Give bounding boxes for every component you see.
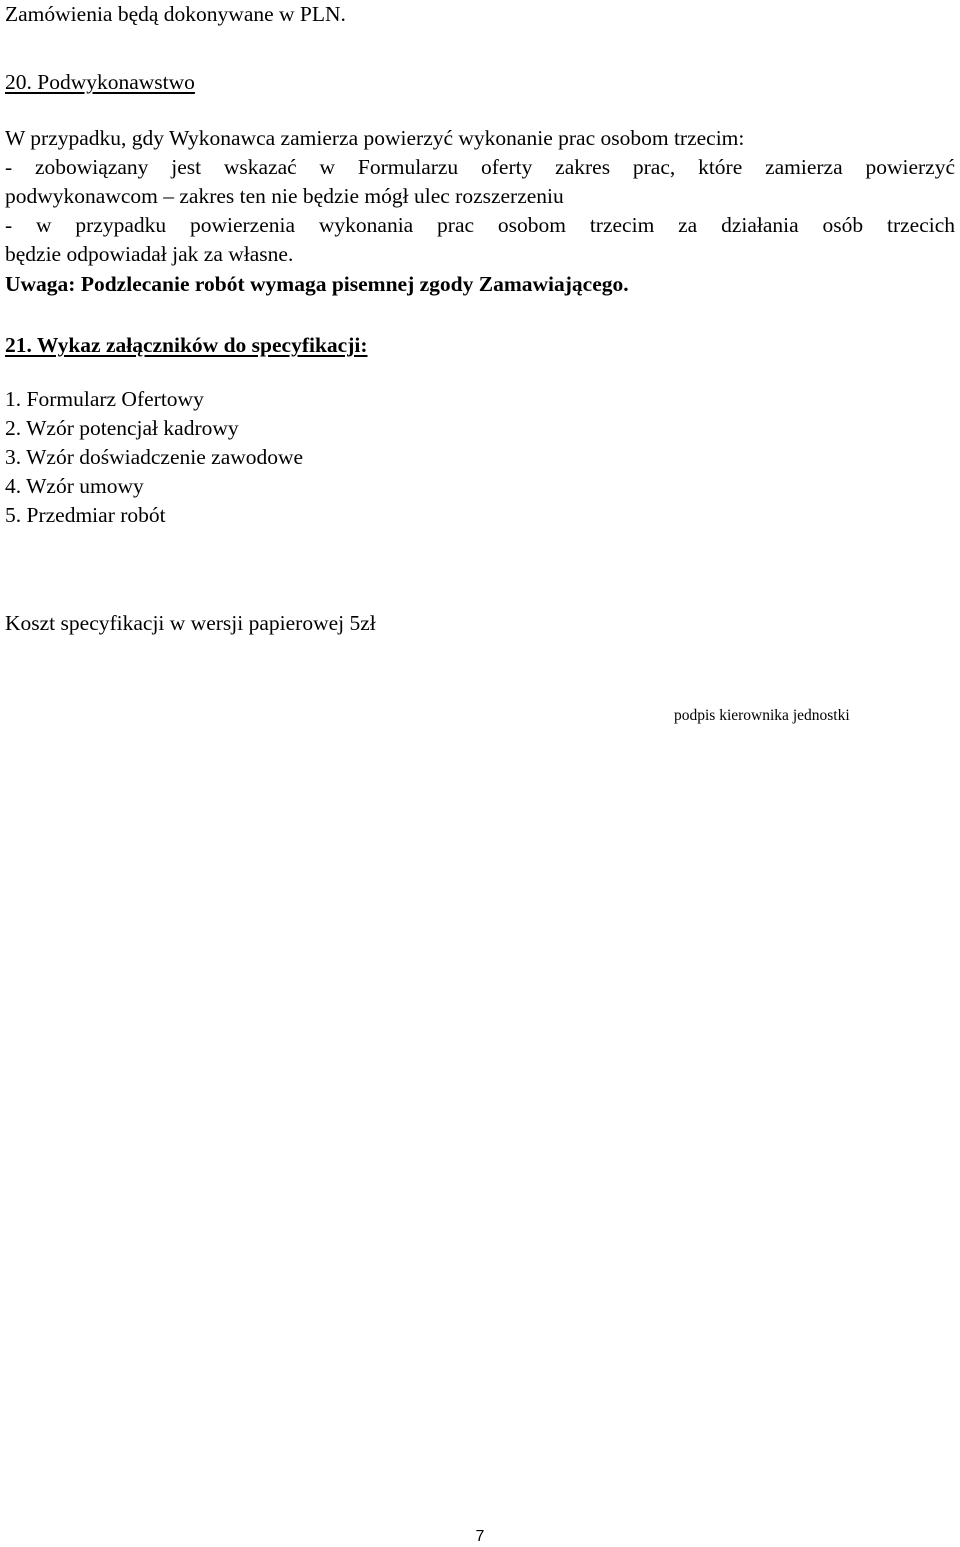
page-number: 7 (475, 1528, 485, 1545)
section-20-bullet-1-line-1: - zobowiązany jest wskazać w Formularzu oferty zakres prac, które zamierza powierzyć (5, 155, 955, 179)
section-20-bullet-1-line-2: podwykonawcom – zakres ten nie będzie mógł ulec rozszerzeniu (5, 184, 564, 208)
cost-line: Koszt specyfikacji w wersji papierowej 5zł (5, 611, 376, 635)
attachment-list-item: 3. Wzór doświadczenie zawodowe (5, 445, 304, 469)
signature-label: podpis kierownika jednostki (674, 707, 850, 724)
attachment-list-item: 2. Wzór potencjał kadrowy (5, 416, 239, 440)
intro-line: Zamówienia będą dokonywane w PLN. (5, 2, 346, 26)
attachment-list-item: 1. Formularz Ofertowy (5, 387, 204, 411)
section-20-intro: W przypadku, gdy Wykonawca zamierza powierzyć wykonanie prac osobom trzecim: (5, 126, 745, 150)
attachment-list-item: 4. Wzór umowy (5, 474, 144, 498)
section-20-bullet-2-line-1: - w przypadku powierzenia wykonania prac osobom trzecim za działania osób trzecich (5, 213, 955, 237)
section-20-bullet-2-line-2: będzie odpowiadał jak za własne. (5, 242, 294, 266)
attachment-list-item: 5. Przedmiar robót (5, 503, 166, 527)
section-20-note: Uwaga: Podzlecanie robót wymaga pisemnej zgody Zamawiającego. (5, 272, 629, 296)
section-21-heading: 21. Wykaz załączników do specyfikacji: (5, 333, 368, 357)
section-20-heading: 20. Podwykonawstwo (5, 70, 195, 94)
